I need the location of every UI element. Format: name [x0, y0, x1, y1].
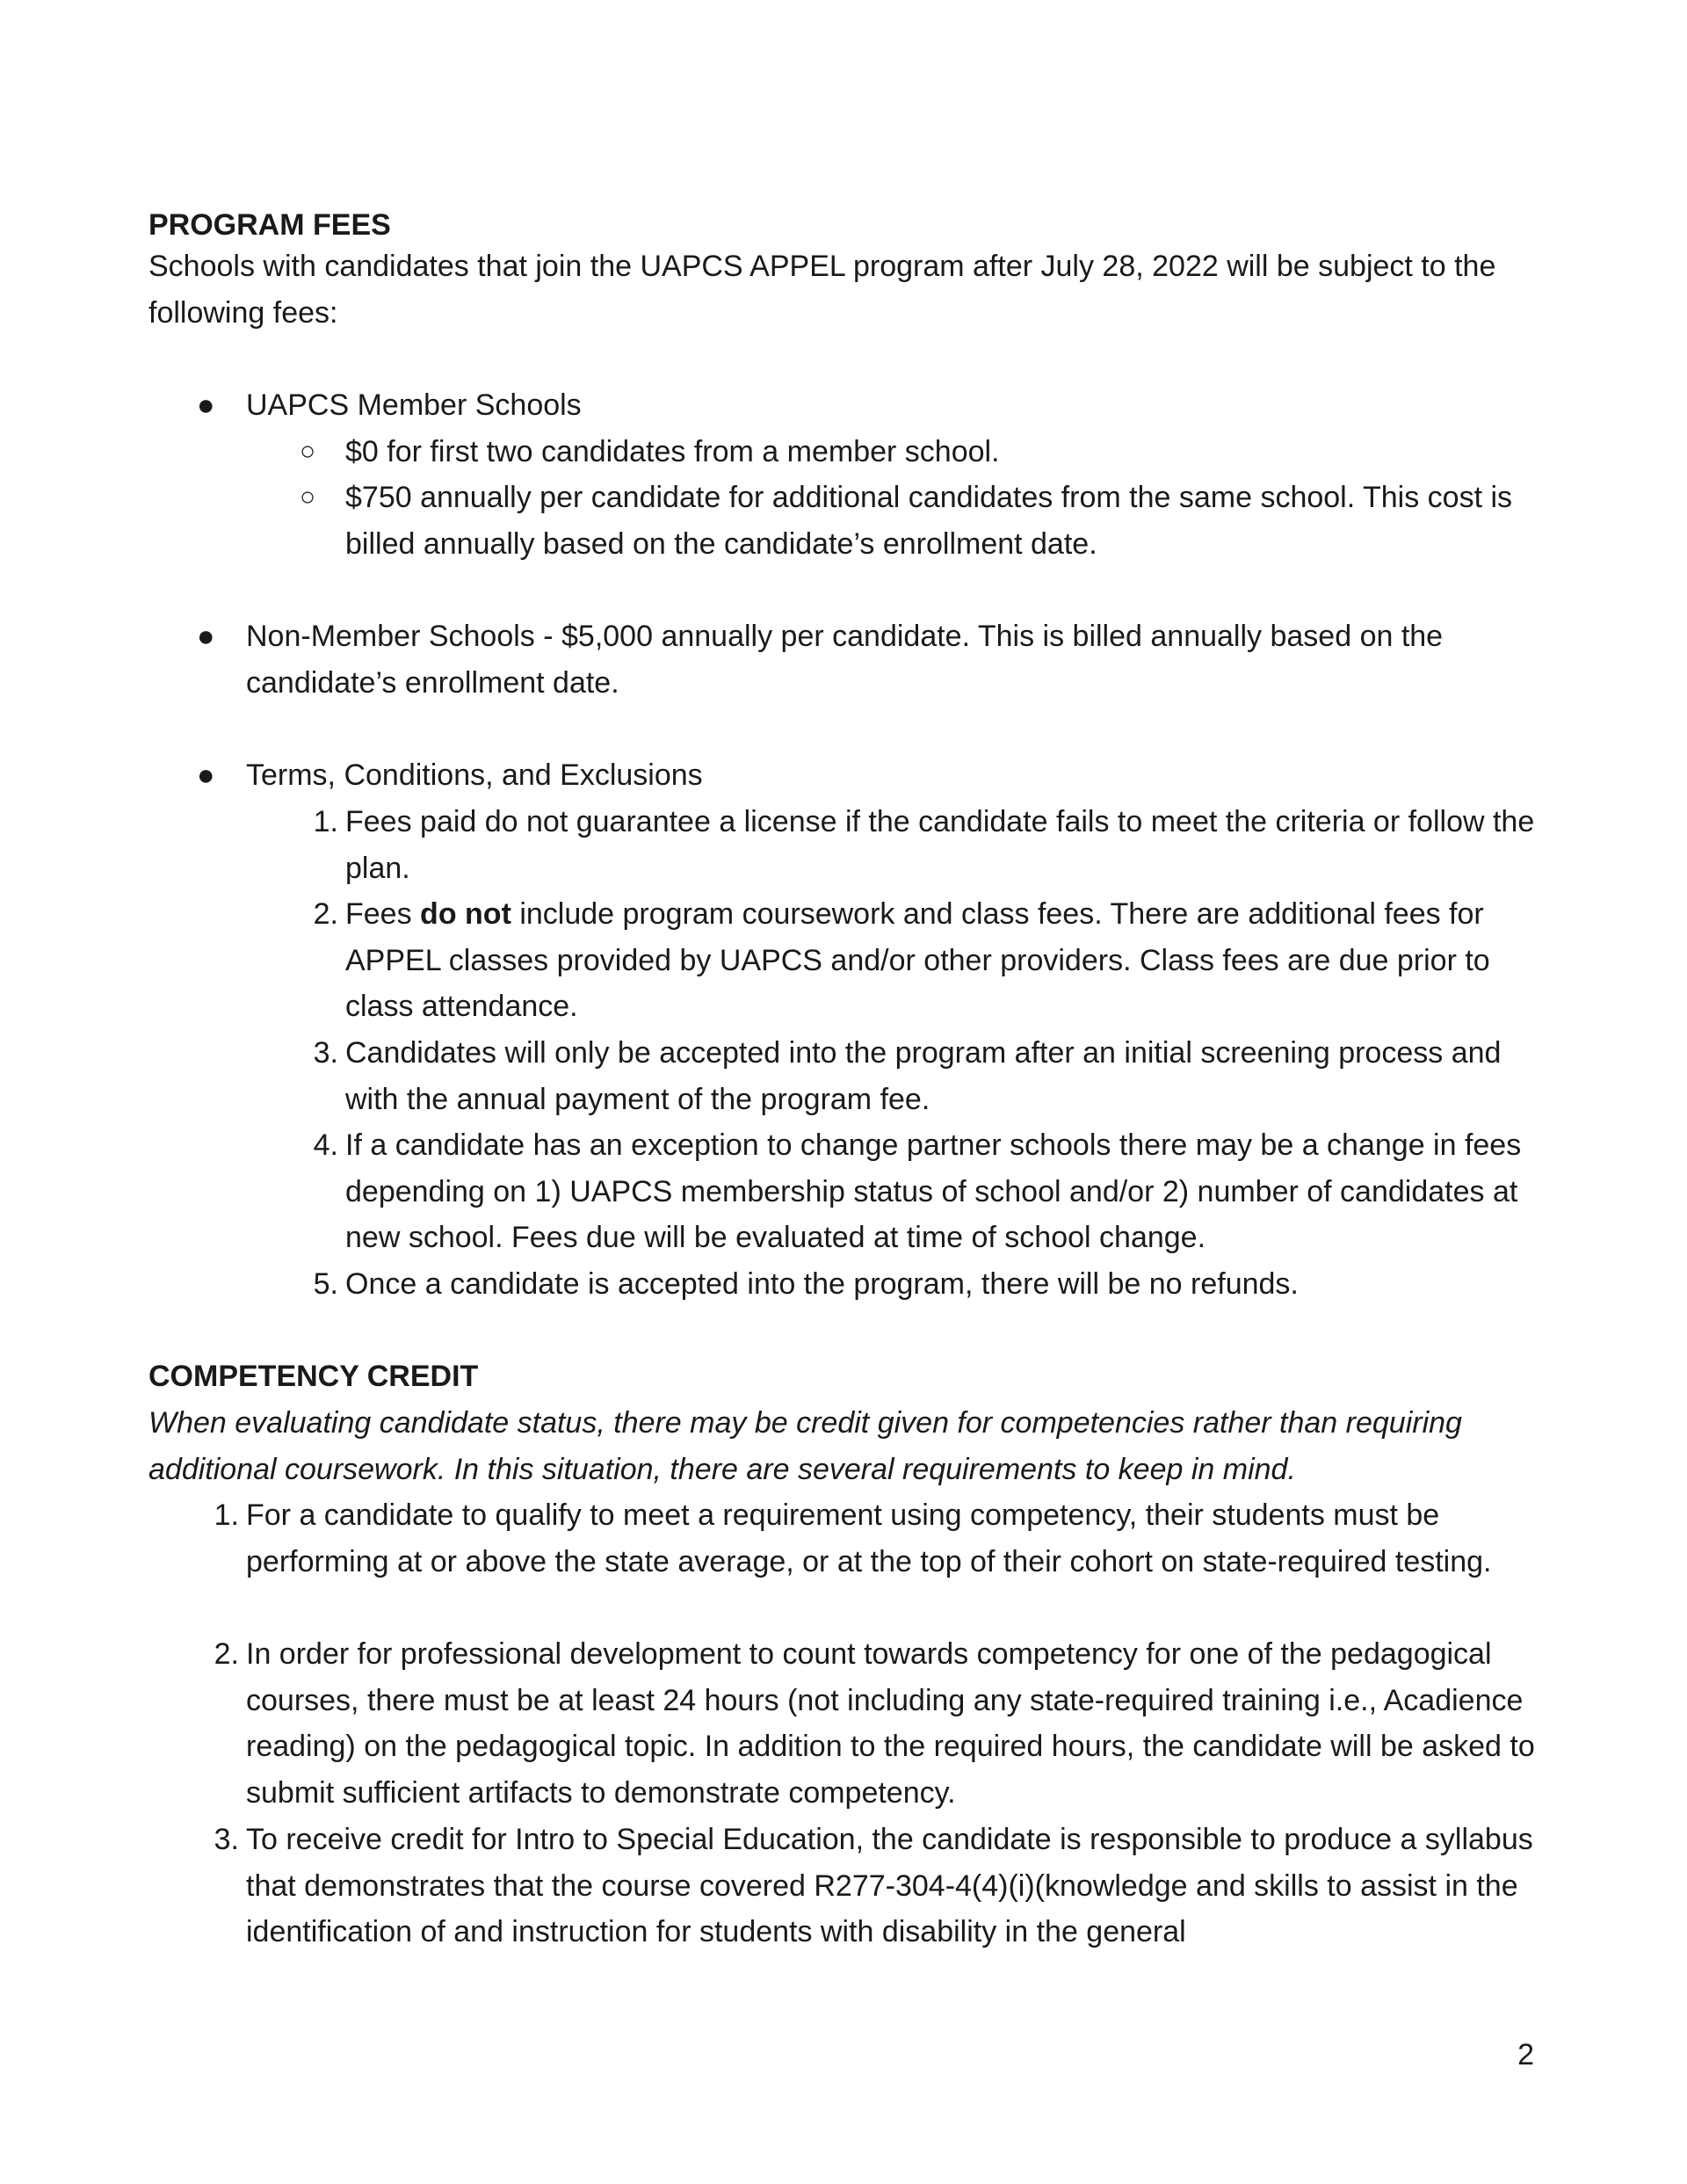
competency-item-1: 1. For a candidate to qualify to meet a requirement using competency, their students must be performing at or above the state average, or at the top of their cohort on state-required testing.: [214, 1498, 1492, 1578]
competency-credit-intro: When evaluating candidate status, there may be credit given for competencies rather than requiring additional coursework. In this situation, there are several requirements to keep in mind.: [148, 1406, 1462, 1486]
terms-item-3: 3. Candidates will only be accepted into the program after an initial screening process and with the annual payment of the program fee.: [313, 1036, 1502, 1116]
bullet-dot-icon: ●: [197, 758, 215, 792]
competency-item-2: 2. In order for professional development to count towards competency for one of the pedagogical courses, there must be at least 24 hours (not including any state-required training i.e., Acadience reading) on the pedagogical topic. In addition to the required hours, the candidate will be asked to submit sufficient artifacts to demonstrate competency.: [214, 1637, 1535, 1810]
page-number: 2: [1517, 2038, 1534, 2072]
competency-item-3: 3. To receive credit for Intro to Special Education, the candidate is responsible to produce a syllabus that demonstrates that the course covered R277-304-4(4)(i)(knowledge and skills to assist in the identification of and instruction for students with disability in the general: [214, 1823, 1533, 1948]
terms-item-4: 4. If a candidate has an exception to change partner schools there may be a change in fees depending on 1) UAPCS membership status of school and/or 2) number of candidates at new school. Fees due will be evaluated at time of school change.: [313, 1128, 1522, 1254]
terms-item-2: 2. Fees do not include program coursework and class fees. There are additional fees for APPEL classes provided by UAPCS and/or other providers. Class fees are due prior to class attendance.: [313, 897, 1490, 1023]
bullet-dot-icon: ●: [197, 388, 215, 422]
program-fees-heading: PROGRAM FEES: [148, 208, 391, 242]
bullet-member-schools: ● UAPCS Member Schools: [246, 382, 1546, 429]
program-fees-intro: Schools with candidates that join the UAPCS APPEL program after July 28, 2022 will be subject to the following fees:: [148, 250, 1496, 330]
bullet-dot-icon: ●: [197, 620, 215, 653]
sub-item-additional: ○ $750 annually per candidate for additional candidates from the same school. This cost is billed annually based on the candidate’s enrollment date.: [345, 475, 1549, 567]
circle-bullet-icon: ○: [300, 483, 316, 512]
sub-item-first-two: ○ $0 for first two candidates from a member school.: [345, 429, 1549, 475]
terms-item-5: 5. Once a candidate is accepted into the program, there will be no refunds.: [313, 1267, 1299, 1301]
bullet-non-member: ● Non-Member Schools - $5,000 annually per candidate. This is billed annually based on the candidate’s enrollment date.: [246, 613, 1546, 706]
terms-item-1: 1. Fees paid do not guarantee a license if the candidate fails to meet the criteria or follow the plan.: [313, 805, 1535, 885]
circle-bullet-icon: ○: [300, 437, 316, 466]
bullet-terms: ● Terms, Conditions, and Exclusions: [246, 752, 1546, 799]
competency-credit-heading: COMPETENCY CREDIT: [148, 1360, 479, 1393]
